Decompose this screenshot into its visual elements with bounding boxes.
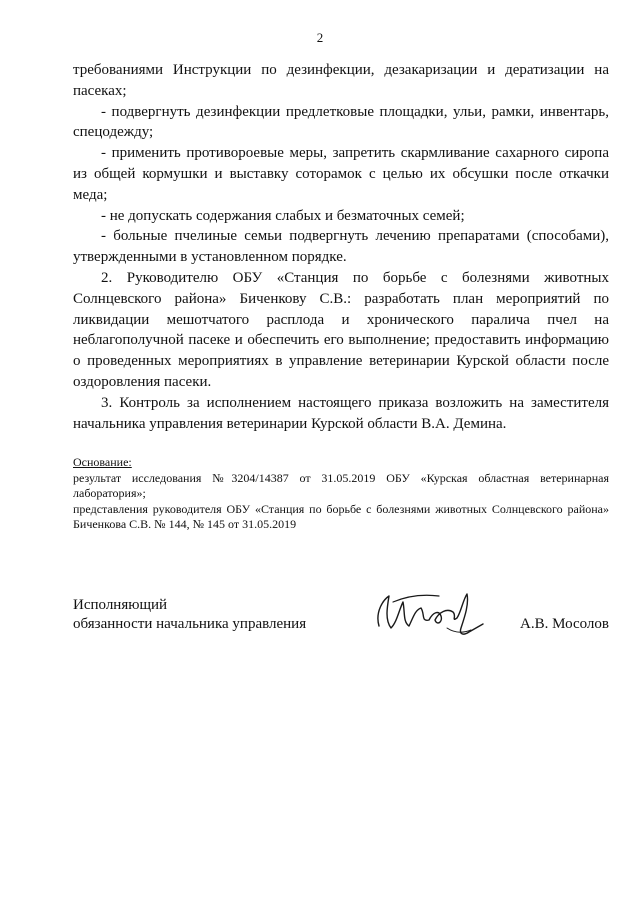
order-body — [73, 60, 609, 434]
paragraph-item-2: 2. Руководителю ОБУ «Станция по борьбе с болезнями животных Солнцевского района» Биченкову С.В.: разработать план мероприятий по ликвидации мешотчатого расплода и хронического паралича пчел на неблагополучной пасеке и обеспечить его выполнение; предоставить информацию о проведенных мероприятиях в управление ветеринарии Курской области после оздоровления пасеки. — [73, 269, 609, 390]
signature-block — [73, 596, 609, 646]
paragraph-weak-colonies: - не допускать содержания слабых и безматочных семей; — [101, 207, 465, 224]
paragraph-disinfection: - подвергнуть дезинфекции предлетковые площадки, ульи, рамки, инвентарь, спецодежду; — [73, 103, 609, 141]
paragraph-continuation: требованиями Инструкции по дезинфекции, дезакаризации и дератизации на пасеках; — [73, 62, 609, 99]
paragraph-item-3: 3. Контроль за исполнением настоящего приказа возложить на заместителя начальника управления ветеринарии Курской области В.А. Демина. — [73, 394, 609, 432]
basis-item-research-result: результат исследования №3204/14387 от 31.05.2019 ОБУ «Курская областная ветеринарная лаборатория»; — [73, 470, 609, 500]
handwritten-signature — [373, 582, 493, 642]
basis-section — [73, 455, 609, 533]
page-number: 2 — [316, 30, 324, 45]
paragraph-anti-swarming: - применить противороевые меры, запретить скармливание сахарного сиропа из общей кормушки и выставку сотoрамок с целью их обсушки после откачки меда; — [73, 145, 609, 203]
signer-name: А.В. Мосолов — [520, 616, 609, 632]
signer-title-line2: обязанности начальника управления — [73, 616, 307, 632]
basis-item-submissions: представления руководителя ОБУ «Станция по борьбе с болезнями животных Солнцевского района» Биченкова С.В. № 144, № 145 от 31.05.2019 — [73, 501, 609, 531]
signer-title-line1: Исполняющий — [73, 597, 168, 613]
basis-label: Основание: — [73, 455, 132, 469]
paragraph-treatment: - больные пчелиные семьи подвергнуть лечению препаратами (способами), утвержденными в установленном порядке. — [73, 228, 609, 266]
